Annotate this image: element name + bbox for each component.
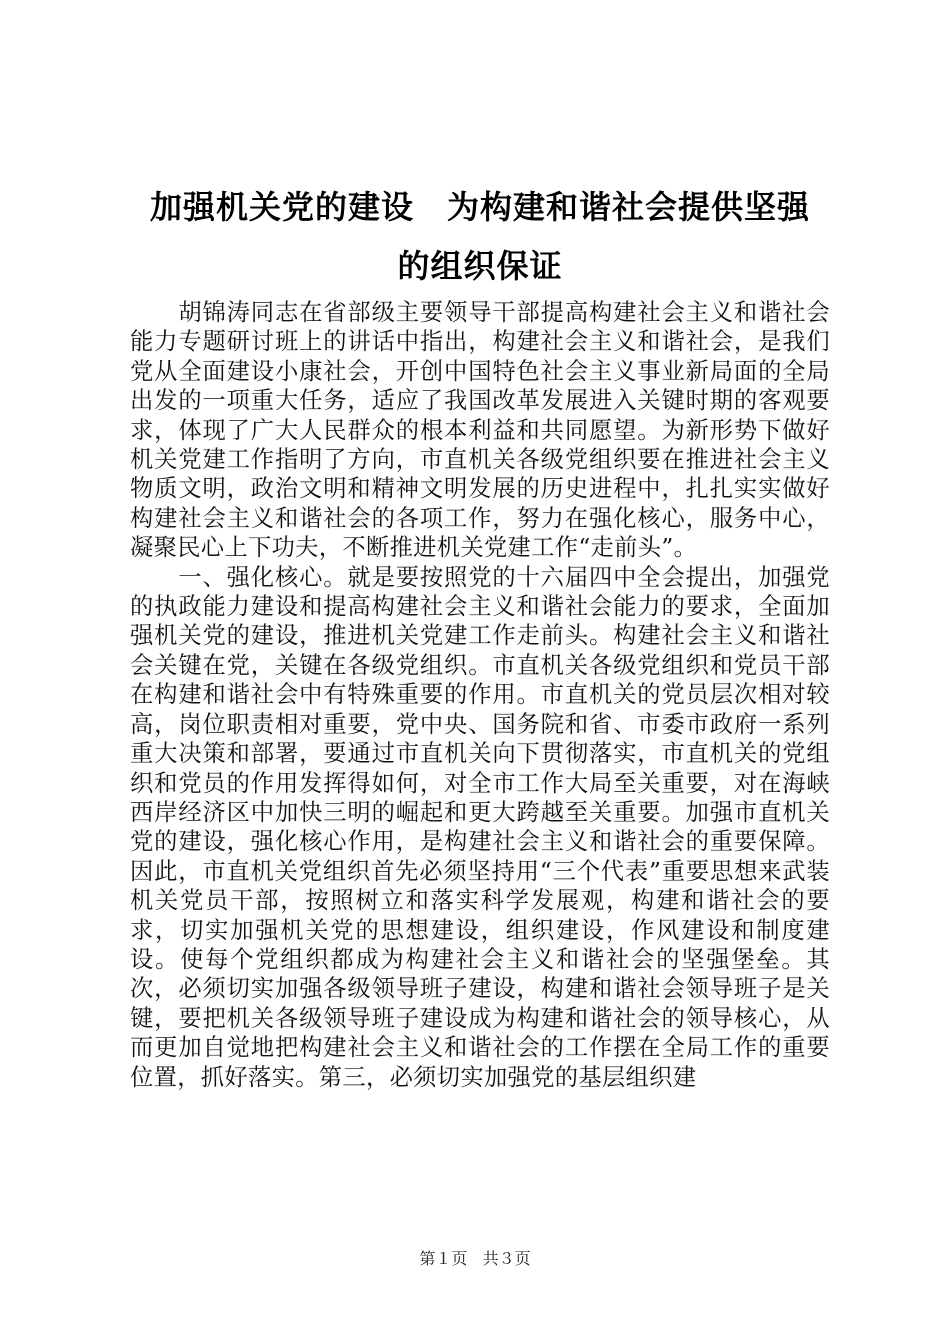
page-footer [0, 1246, 950, 1269]
page-total: 共３页 [482, 1249, 531, 1268]
page-separator [472, 1249, 477, 1268]
document-body [130, 298, 830, 1092]
document-title [120, 178, 840, 296]
title-line-1: 加强机关党的建设 为构建和谐社会提供坚强 [149, 188, 810, 226]
title-line-2: 的组织保证 [397, 247, 563, 285]
page-number: 第１页 [419, 1249, 468, 1268]
paragraph-section-one: 一、强化核心。就是要按照党的十六届四中全会提出，加强党的执政能力建设和提高构建社会主义和谐社会能力的要求，全面加强机关党的建设，推进机关党建工作走前头。构建社会主义和谐社会关键在党，关键在各级党组织。市直机关各级党组织和党员干部在构建和谐社会中有特殊重要的作用。市直机关的党员层次相对较高，岗位职责相对重要，党中央、国务院和省、市委市政府一系列重大决策和部署，要通过市直机关向下贯彻落实，市直机关的党组织和党员的作用发挥得如何，对全市工作大局至关重要，对在海峡西岸经济区中加快三明的崛起和更大跨越至关重要。加强市直机关党的建设，强化核心作用，是构建社会主义和谐社会的重要保障。因此，市直机关党组织首先必须坚持用“三个代表”重要思想来武装机关党员干部，按照树立和落实科学发展观，构建和谐社会的要求，切实加强机关党的思想建设，组织建设，作风建设和制度建设。使每个党组织都成为构建社会主义和谐社会的坚强堡垒。其次，必须切实加强各级领导班子建设，构建和谐社会领导班子是关键，要把机关各级领导班子建设成为构建和谐社会的领导核心，从而更加自觉地把构建社会主义和谐社会的工作摆在全局工作的重要位置，抓好落实。第三，必须切实加强党的基层组织建 [130, 563, 830, 1091]
paragraph-intro: 胡锦涛同志在省部级主要领导干部提高构建社会主义和谐社会能力专题研讨班上的讲话中指出，构建社会主义和谐社会，是我们党从全面建设小康社会，开创中国特色社会主义事业新局面的全局出发的一项重大任务，适应了我国改革发展进入关键时期的客观要求，体现了广大人民群众的根本利益和共同愿望。为新形势下做好机关党建工作指明了方向，市直机关各级党组织要在推进社会主义物质文明，政治文明和精神文明发展的历史进程中，扎扎实实做好构建社会主义和谐社会的各项工作，努力在强化核心，服务中心，凝聚民心上下功夫，不断推进机关党建工作“走前头”。 [130, 299, 830, 562]
